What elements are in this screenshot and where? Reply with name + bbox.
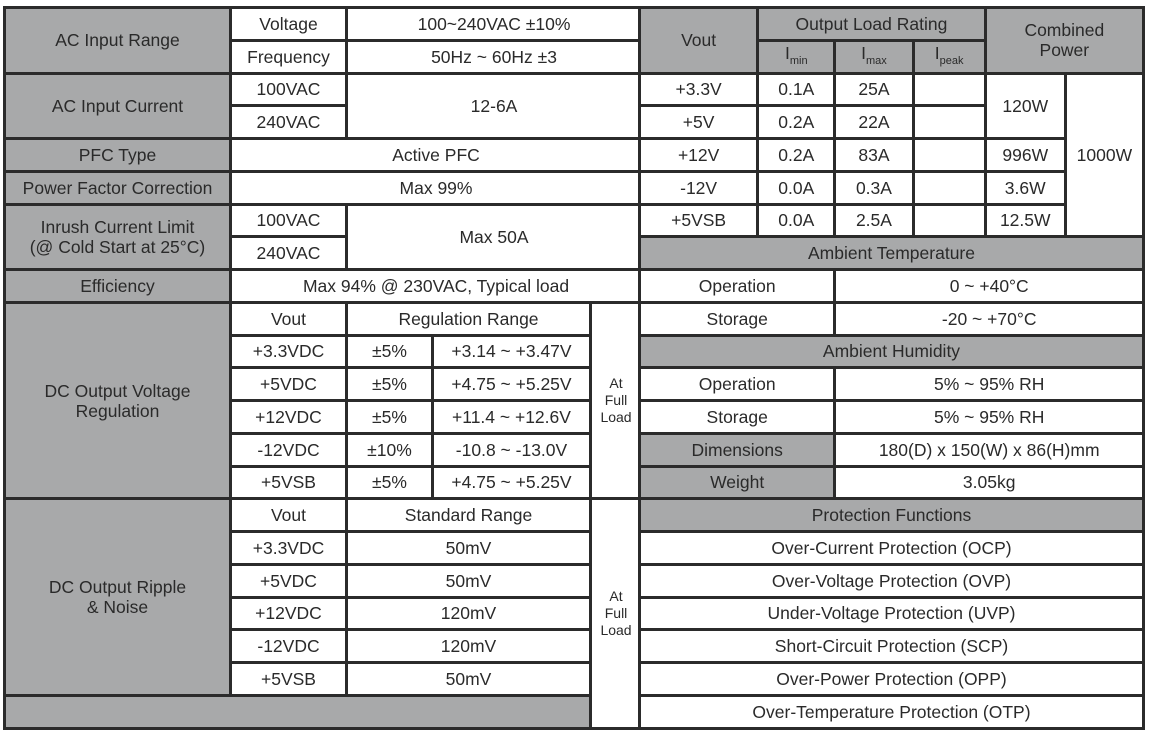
tolerance-cell: ±5% <box>347 466 433 499</box>
note-line: Full <box>604 392 628 408</box>
dimensions-value: 180(D) x 150(W) x 86(H)mm <box>835 433 1144 466</box>
protection-item: Short-Circuit Protection (SCP) <box>640 630 1144 663</box>
vout-cell: +12VDC <box>231 597 347 630</box>
range-cell: +4.75 ~ +5.25V <box>433 466 591 499</box>
frequency-value: 50Hz ~ 60Hz ±3 <box>347 40 642 73</box>
dimensions-label: Dimensions <box>640 433 835 466</box>
temp-storage-value: -20 ~ +70°C <box>835 302 1144 335</box>
ripple-note <box>591 499 642 728</box>
pfc-type-value: Active PFC <box>231 139 642 172</box>
ac-input-range-label: AC Input Range <box>5 8 231 74</box>
voltage-value: 100~240VAC ±10% <box>347 8 642 41</box>
tolerance-cell: ±5% <box>347 368 433 401</box>
input-spec-table <box>3 6 643 730</box>
humidity-header: Ambient Humidity <box>640 335 1144 368</box>
efficiency-label: Efficiency <box>5 270 231 303</box>
note-line: Full <box>604 604 628 621</box>
ripple-col-range: Standard Range <box>347 499 591 532</box>
i-symbol: I <box>785 42 790 63</box>
pfc-type-label: PFC Type <box>5 139 231 172</box>
hum-storage-value: 5% ~ 95% RH <box>835 401 1144 434</box>
regulation-col-vout: Vout <box>231 302 347 335</box>
combined-power-header <box>985 8 1143 74</box>
combined-line: Power <box>1039 40 1090 61</box>
current-100vac: 100VAC <box>231 73 347 106</box>
range-cell: +4.75 ~ +5.25V <box>433 368 591 401</box>
ipeak-header <box>913 40 985 73</box>
vout-cell: -12VDC <box>231 433 347 466</box>
vout-cell: +3.3V <box>640 73 758 106</box>
imax-cell: 2.5A <box>835 204 913 237</box>
power-factor-value: Max 99% <box>231 171 642 204</box>
voltage-label: Voltage <box>231 8 347 41</box>
ripple-value: 50mV <box>347 564 591 597</box>
vout-cell: +3.3VDC <box>231 335 347 368</box>
combined-12v: 996W <box>985 139 1065 172</box>
temp-storage-label: Storage <box>640 302 835 335</box>
note-line: Load <box>600 621 632 638</box>
temp-operation-value: 0 ~ +40°C <box>835 270 1144 303</box>
i-symbol: I <box>934 42 940 63</box>
ipeak-cell <box>913 73 985 106</box>
inrush-label-line1: Inrush Current Limit <box>40 216 195 237</box>
current-240vac: 240VAC <box>231 106 347 139</box>
combined-3v3-5v: 120W <box>985 73 1065 139</box>
ripple-label <box>5 499 231 696</box>
hum-storage-label: Storage <box>640 401 835 434</box>
ipeak-cell <box>913 171 985 204</box>
imin-cell: 0.0A <box>758 171 835 204</box>
imax-cell: 83A <box>835 139 913 172</box>
protection-item: Over-Voltage Protection (OVP) <box>640 564 1144 597</box>
vout-cell: +5V <box>640 106 758 139</box>
inrush-100vac: 100VAC <box>231 204 347 237</box>
output-col-vout: Vout <box>640 8 758 74</box>
i-symbol: I <box>861 42 866 63</box>
vout-cell: +5VSB <box>231 663 347 696</box>
ripple-value: 50mV <box>347 663 591 696</box>
imin-header <box>758 40 835 73</box>
combined-n12v: 3.6W <box>985 171 1065 204</box>
regulation-label-line1: DC Output Voltage <box>44 380 191 401</box>
temp-operation-label: Operation <box>640 270 835 303</box>
power-factor-label: Power Factor Correction <box>5 171 231 204</box>
inrush-label-line2: (@ Cold Start at 25°C) <box>29 236 206 257</box>
protection-header: Protection Functions <box>640 499 1144 532</box>
inrush-240vac: 240VAC <box>231 237 347 270</box>
ac-input-current-value: 12-6A <box>347 73 642 139</box>
imin-cell: 0.2A <box>758 106 835 139</box>
inrush-label <box>5 204 231 270</box>
tolerance-cell: ±10% <box>347 433 433 466</box>
ripple-label-line2: & Noise <box>86 597 149 617</box>
tolerance-cell: ±5% <box>347 335 433 368</box>
ipeak-cell <box>913 139 985 172</box>
output-spec-table <box>638 6 1145 730</box>
vout-cell: +5VDC <box>231 564 347 597</box>
efficiency-value: Max 94% @ 230VAC, Typical load <box>231 270 642 303</box>
imax-cell: 0.3A <box>835 171 913 204</box>
output-row <box>640 73 1144 106</box>
note-line: Load <box>600 409 632 425</box>
imin-cell: 0.0A <box>758 204 835 237</box>
imin-cell: 0.1A <box>758 73 835 106</box>
output-load-rating-header: Output Load Rating <box>758 8 985 41</box>
protection-item: Over-Power Protection (OPP) <box>640 663 1144 696</box>
note-line: At <box>609 375 623 391</box>
temperature-header: Ambient Temperature <box>640 237 1144 270</box>
inrush-value: Max 50A <box>347 204 642 270</box>
combined-5vsb: 12.5W <box>985 204 1065 237</box>
subscript: peak <box>939 54 964 67</box>
ripple-value: 120mV <box>347 630 591 663</box>
regulation-note <box>591 302 642 499</box>
empty-footer-cell <box>5 695 591 728</box>
ripple-col-vout: Vout <box>231 499 347 532</box>
vout-cell: +5VDC <box>231 368 347 401</box>
regulation-label <box>5 302 231 499</box>
vout-cell: +12V <box>640 139 758 172</box>
protection-item: Over-Current Protection (OCP) <box>640 532 1144 565</box>
note-line: At <box>609 587 623 604</box>
hum-operation-value: 5% ~ 95% RH <box>835 368 1144 401</box>
subscript: max <box>865 54 887 67</box>
ac-input-current-label: AC Input Current <box>5 73 231 139</box>
imin-cell: 0.2A <box>758 139 835 172</box>
regulation-label-line2: Regulation <box>75 400 160 421</box>
regulation-col-range: Regulation Range <box>347 302 591 335</box>
weight-label: Weight <box>640 466 835 499</box>
subscript: min <box>789 54 808 67</box>
ipeak-cell <box>913 204 985 237</box>
imax-cell: 22A <box>835 106 913 139</box>
ripple-label-line1: DC Output Ripple <box>48 577 187 597</box>
vout-cell: +3.3VDC <box>231 532 347 565</box>
vout-cell: +12VDC <box>231 401 347 434</box>
hum-operation-label: Operation <box>640 368 835 401</box>
combined-line: Combined <box>1024 20 1105 41</box>
ripple-value: 50mV <box>347 532 591 565</box>
ipeak-cell <box>913 106 985 139</box>
vout-cell: -12VDC <box>231 630 347 663</box>
range-cell: +11.4 ~ +12.6V <box>433 401 591 434</box>
vout-cell: +5VSB <box>640 204 758 237</box>
total-power: 1000W <box>1065 73 1143 237</box>
imax-header <box>835 40 913 73</box>
vout-cell: -12V <box>640 171 758 204</box>
tolerance-cell: ±5% <box>347 401 433 434</box>
protection-item: Over-Temperature Protection (OTP) <box>640 695 1144 728</box>
ripple-value: 120mV <box>347 597 591 630</box>
range-cell: -10.8 ~ -13.0V <box>433 433 591 466</box>
protection-item: Under-Voltage Protection (UVP) <box>640 597 1144 630</box>
weight-value: 3.05kg <box>835 466 1144 499</box>
vout-cell: +5VSB <box>231 466 347 499</box>
imax-cell: 25A <box>835 73 913 106</box>
frequency-label: Frequency <box>231 40 347 73</box>
range-cell: +3.14 ~ +3.47V <box>433 335 591 368</box>
